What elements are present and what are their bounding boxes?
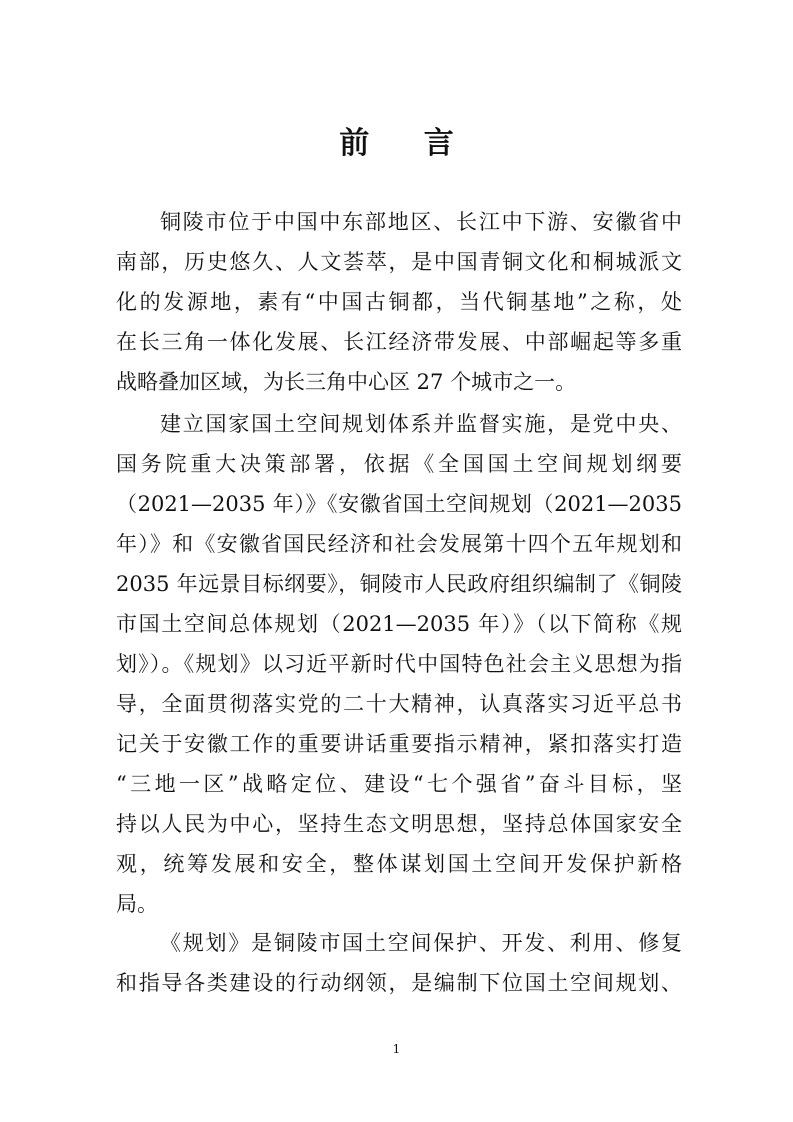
paragraph-line: 在长三角一体化发展、长江经济带发展、中部崛起等多重 bbox=[116, 330, 682, 354]
paragraph-3 bbox=[116, 923, 682, 1003]
paragraph-line: “三地一区”战略定位、建设“七个强省”奋斗目标，坚 bbox=[116, 772, 682, 796]
paragraph-line: 铜陵市位于中国中东部地区、长江中下游、安徽省中 bbox=[160, 210, 682, 234]
paragraph-line: 观，统筹发展和安全，整体谋划国土空间开发保护新格 bbox=[116, 852, 682, 876]
paragraph-2 bbox=[116, 404, 682, 924]
paragraph-line: 持以人民为中心，坚持生态文明思想，坚持总体国家安全 bbox=[116, 812, 682, 836]
paragraph-line: 战略叠加区域，为长三角中心区 27 个城市之一。 bbox=[116, 370, 577, 394]
paragraph-line: 2035 年远景目标纲要》，铜陵市人民政府组织编制了《铜陵 bbox=[116, 572, 682, 596]
paragraph-line: 化的发源地，素有“中国古铜都，当代铜基地”之称，处 bbox=[116, 290, 682, 314]
paragraph-line: 市国土空间总体规划（2021—2035 年）》（以下简称《规 bbox=[116, 612, 682, 636]
paragraph-line: 记关于安徽工作的重要讲话重要指示精神，紧扣落实打造 bbox=[116, 732, 682, 756]
page-number: 1 bbox=[392, 1042, 401, 1056]
page-title: 前 言 bbox=[339, 126, 476, 161]
paragraph-line: 局。 bbox=[116, 892, 158, 916]
paragraph-line: 导，全面贯彻落实党的二十大精神，认真落实习近平总书 bbox=[116, 692, 682, 716]
paragraph-line: （2021—2035 年）》《安徽省国土空间规划（2021—2035 bbox=[116, 492, 682, 516]
paragraph-line: 和指导各类建设的行动纲领，是编制下位国土空间规划、 bbox=[116, 971, 682, 995]
paragraph-line: 国务院重大决策部署，依据《全国国土空间规划纲要 bbox=[116, 452, 682, 476]
paragraph-line: 南部，历史悠久、人文荟萃，是中国青铜文化和桐城派文 bbox=[116, 250, 682, 274]
paragraph-1 bbox=[116, 202, 682, 402]
paragraph-line: 划》）。《规划》以习近平新时代中国特色社会主义思想为指 bbox=[116, 652, 682, 676]
paragraph-line: 《规划》是铜陵市国土空间保护、开发、利用、修复 bbox=[160, 931, 682, 955]
paragraph-line: 建立国家国土空间规划体系并监督实施，是党中央、 bbox=[160, 412, 682, 436]
paragraph-line: 年）》和《安徽省国民经济和社会发展第十四个五年规划和 bbox=[116, 532, 682, 556]
